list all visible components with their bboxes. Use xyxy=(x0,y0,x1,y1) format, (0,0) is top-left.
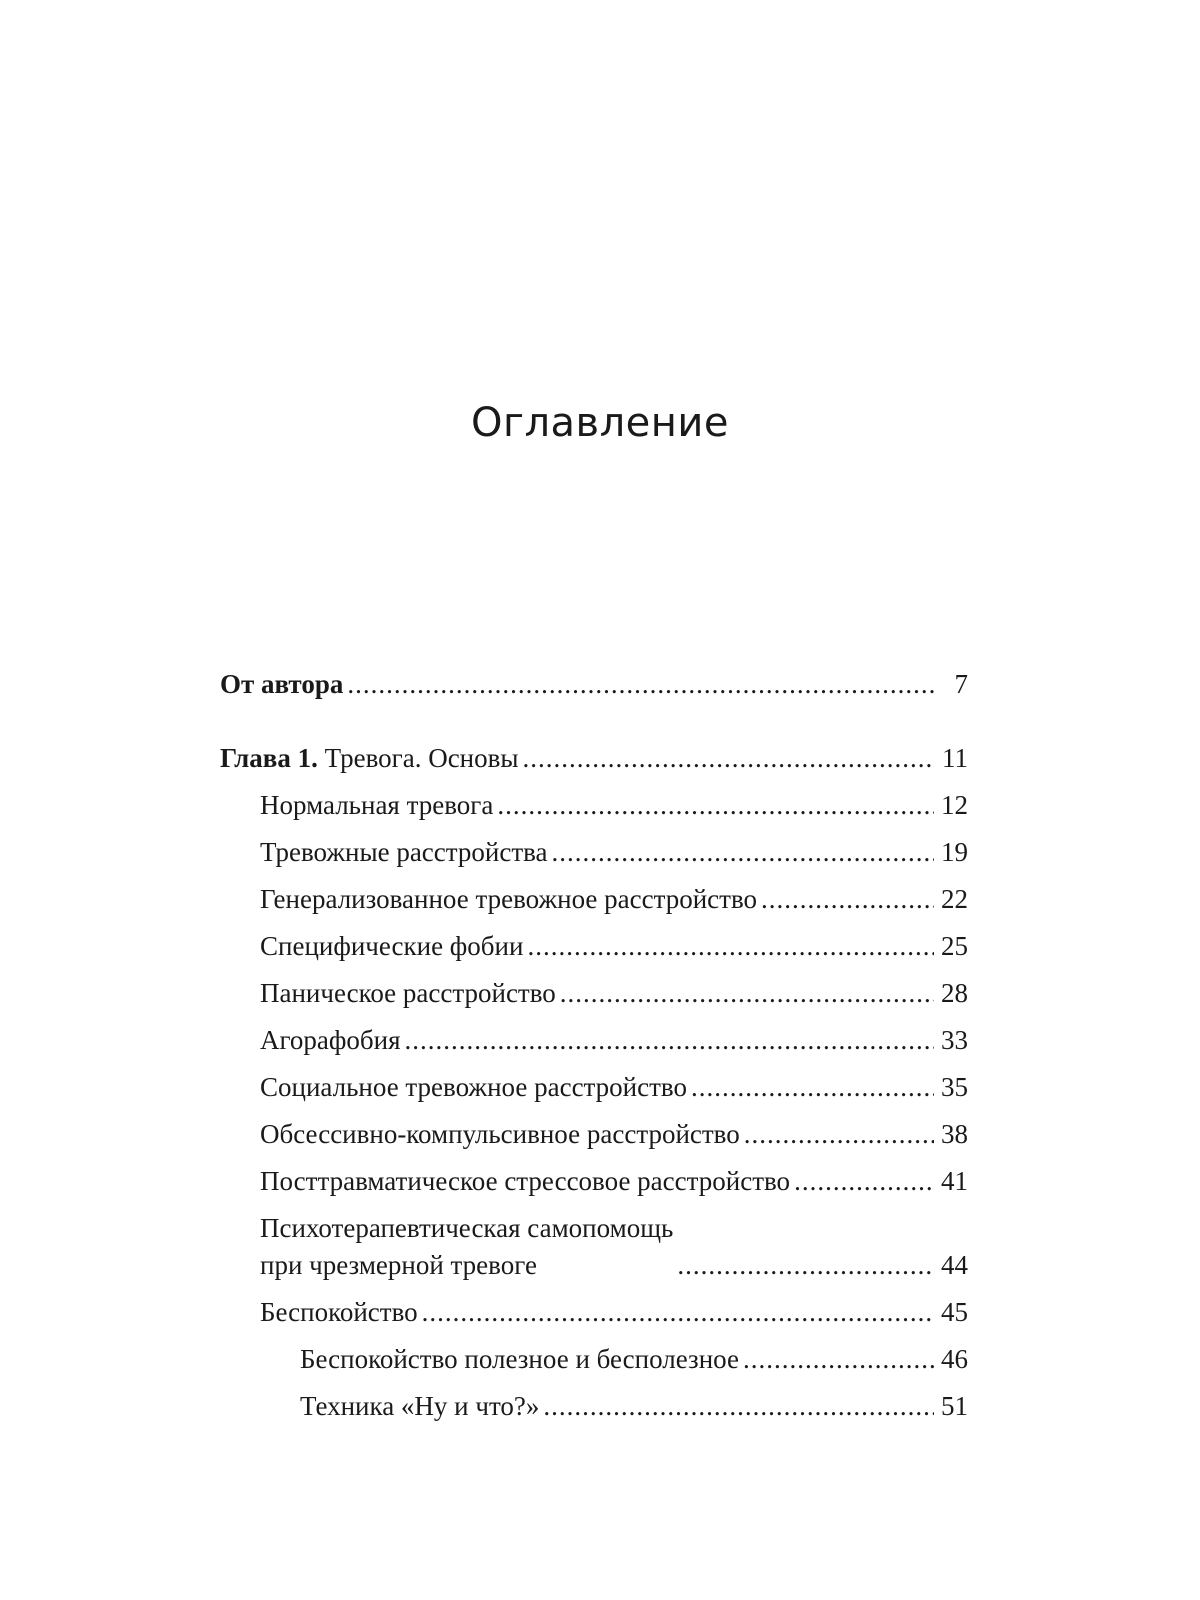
toc-entry-author-note xyxy=(220,666,968,713)
dot-leader xyxy=(523,740,934,777)
toc-entry xyxy=(220,1116,968,1163)
toc-entry xyxy=(220,881,968,928)
toc-page-number: 46 xyxy=(941,1344,968,1374)
toc-entry xyxy=(220,1341,968,1388)
toc-entry xyxy=(220,834,968,881)
toc-page-number: 7 xyxy=(954,669,968,699)
dot-leader xyxy=(422,1294,934,1331)
toc-entry-text: Тревога. Основы xyxy=(317,743,519,773)
toc-page-number: 19 xyxy=(941,837,968,867)
dot-leader xyxy=(761,881,934,918)
toc-entry-bold-label: От автора xyxy=(220,669,344,699)
toc-page-number: 28 xyxy=(941,978,968,1008)
toc-page-number: 41 xyxy=(941,1166,968,1196)
dot-leader xyxy=(404,1022,934,1059)
dot-leader xyxy=(347,666,934,703)
toc-entry xyxy=(220,1388,968,1435)
toc-entry-label xyxy=(220,740,519,777)
toc-entry-chapter-1 xyxy=(220,740,968,787)
toc-page-number: 25 xyxy=(941,931,968,961)
toc-entry-text: Социальное тревожное расстройство xyxy=(260,1072,687,1102)
toc-entry-text: Беспокойство xyxy=(260,1297,418,1327)
toc-entry-text: Обсессивно-компульсивное расстройство xyxy=(260,1119,740,1149)
toc-page-number: 12 xyxy=(941,790,968,820)
toc-entry-text: Тревожные расстройства xyxy=(260,837,548,867)
page-title: Оглавление xyxy=(470,400,730,446)
dot-leader xyxy=(543,1388,934,1425)
toc-entry-text: Техника «Ну и что?» xyxy=(300,1391,540,1421)
toc-entry-text: Посттравматическое стрессовое расстройство xyxy=(260,1166,791,1196)
toc-entry-bold-label: Глава 1. xyxy=(220,743,318,773)
toc-entry-text: Нормальная тревога xyxy=(260,790,494,820)
dot-leader xyxy=(743,1341,934,1378)
dot-leader xyxy=(677,1247,934,1284)
dot-leader xyxy=(691,1069,934,1106)
toc-entry xyxy=(220,1069,968,1116)
dot-leader xyxy=(552,834,934,871)
toc-page-number: 45 xyxy=(941,1297,968,1327)
toc-page-number: 11 xyxy=(942,743,968,773)
toc-page-number: 38 xyxy=(941,1119,968,1149)
dot-leader xyxy=(497,787,934,824)
table-of-contents xyxy=(220,666,968,1435)
dot-leader xyxy=(560,975,934,1012)
toc-entry xyxy=(220,1022,968,1069)
toc-entry xyxy=(220,975,968,1022)
toc-entry xyxy=(220,787,968,834)
toc-page-number: 33 xyxy=(941,1025,968,1055)
toc-page-number: 44 xyxy=(941,1250,968,1280)
toc-entry-text: Беспокойство полезное и бесполезное xyxy=(300,1344,739,1374)
dot-leader xyxy=(794,1163,934,1200)
toc-entry-text: Генерализованное тревожное расстройство xyxy=(260,884,758,914)
toc-entry xyxy=(220,1163,968,1210)
dot-leader xyxy=(744,1116,934,1153)
toc-page-number: 35 xyxy=(941,1072,968,1102)
toc-entry xyxy=(220,1294,968,1341)
toc-entry-text: Агорафобия xyxy=(260,1025,401,1055)
toc-entry xyxy=(220,1210,968,1284)
toc-page-number: 22 xyxy=(941,884,968,914)
toc-entry xyxy=(220,928,968,975)
toc-entry-label xyxy=(220,666,343,703)
toc-entry-text: Паническое расстройство xyxy=(260,978,556,1008)
dot-leader xyxy=(527,928,934,965)
toc-entry-text: Психотерапевтическая самопомощь при чрезмерной тревоге xyxy=(260,1213,674,1280)
toc-page-number: 51 xyxy=(941,1391,968,1421)
toc-entry-text: Специфические фобии xyxy=(260,931,524,961)
